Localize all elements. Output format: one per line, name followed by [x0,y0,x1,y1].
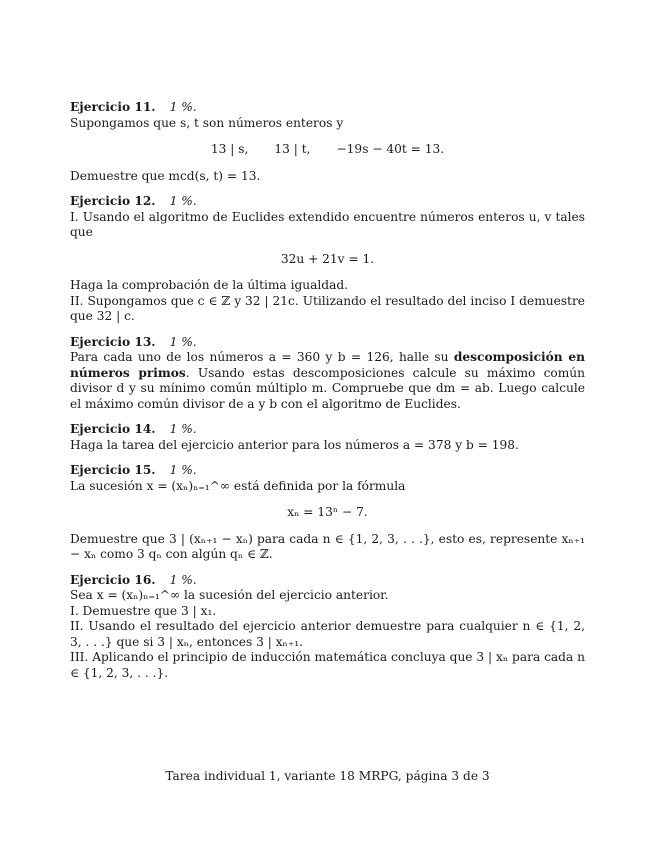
exercise-text: Demuestre que 3 | (xₙ₊₁ − xₙ) para cada n ∈ {1, 2, 3, . . .}, esto es, represente xₙ₊₁ − xₙ como 3 qₙ con algún qₙ ∈ ℤ. [70,531,585,561]
exercise-title: Ejercicio 13. [70,334,156,349]
exercise-weight: 1 %. [169,422,197,436]
exercise-weight: 1 %. [169,572,197,587]
display-equation [70,505,585,521]
exercise-heading [70,335,585,351]
exercise-text: I. Usando el algoritmo de Euclides extendido encuentre números enteros u, v tales que [70,209,585,239]
exercise-13 [70,335,585,413]
exercise-text: Sea x = (xₙ)ₙ₌₁^∞ la sucesión del ejercicio anterior. [70,588,389,602]
exercise-text: II. Usando el resultado del ejercicio anterior demuestre para cualquier n ∈ {1, 2, 3, . . .} que si 3 | xₙ, entonces 3 | xₙ₊₁. [70,619,585,649]
page-footer: Tarea individual 1, variante 18 MRPG, página 3 de 3 [165,769,490,783]
exercise-text [70,350,585,412]
exercise-text: I. Demuestre que 3 | x₁. [70,603,217,618]
exercise-weight: 1 %. [169,194,197,208]
text-run: . Usando estas descomposiciones calcule su máximo común divisor d y su mínimo común múltiplo m. Compruebe que dm = ab. Luego calcule el máximo común divisor de a y b con el algoritmo de Euclides. [70,365,585,411]
document-body [70,100,585,691]
exercise-heading [70,573,585,589]
exercise-weight: 1 %. [169,463,197,477]
exercise-text: Demuestre que mcd(s, t) = 13. [70,168,261,183]
exercise-heading [70,422,585,438]
exercise-16 [70,573,585,682]
exercise-heading [70,463,585,479]
equation-part: xₙ = 13ⁿ − 7. [287,505,368,519]
exercise-15 [70,463,585,563]
exercise-weight: 1 %. [169,334,197,349]
exercise-text: II. Supongamos que c ∈ ℤ y 32 | 21c. Utilizando el resultado del inciso I demuestre que 32 | c. [70,293,585,323]
equation-part: −19s − 40t = 13. [336,142,445,156]
exercise-text: III. Aplicando el principio de inducción matemática concluya que 3 | xₙ para cada n ∈ {1, 2, 3, . . .}. [70,650,585,680]
exercise-title: Ejercicio 12. [70,194,156,208]
exercise-title: Ejercicio 15. [70,463,156,477]
exercise-14 [70,422,585,453]
bold-keyword: descomposición en números primos [70,350,585,380]
exercise-text: Supongamos que s, t son números enteros y [70,115,344,130]
display-equation [70,252,585,268]
exercise-text: Haga la tarea del ejercicio anterior para los números a = 378 y b = 198. [70,437,519,452]
exercise-weight: 1 %. [169,100,197,114]
exercise-text: Haga la comprobación de la última igualdad. [70,278,349,292]
equation-part: 13 | s, [210,142,249,156]
equation-part: 32u + 21v = 1. [280,251,375,266]
exercise-heading [70,100,585,116]
exercise-text: La sucesión x = (xₙ)ₙ₌₁^∞ está definida por la fórmula [70,478,406,493]
display-equation [70,142,585,158]
exercise-heading [70,194,585,210]
exercise-11 [70,100,585,184]
text-run: Para cada uno de los números a = 360 y b = 126, halle su [70,350,454,364]
exercise-title: Ejercicio 11. [70,100,156,114]
exercise-title: Ejercicio 16. [70,572,156,587]
exercise-title: Ejercicio 14. [70,422,156,436]
equation-part: 13 | t, [274,142,311,156]
exercise-12 [70,194,585,325]
